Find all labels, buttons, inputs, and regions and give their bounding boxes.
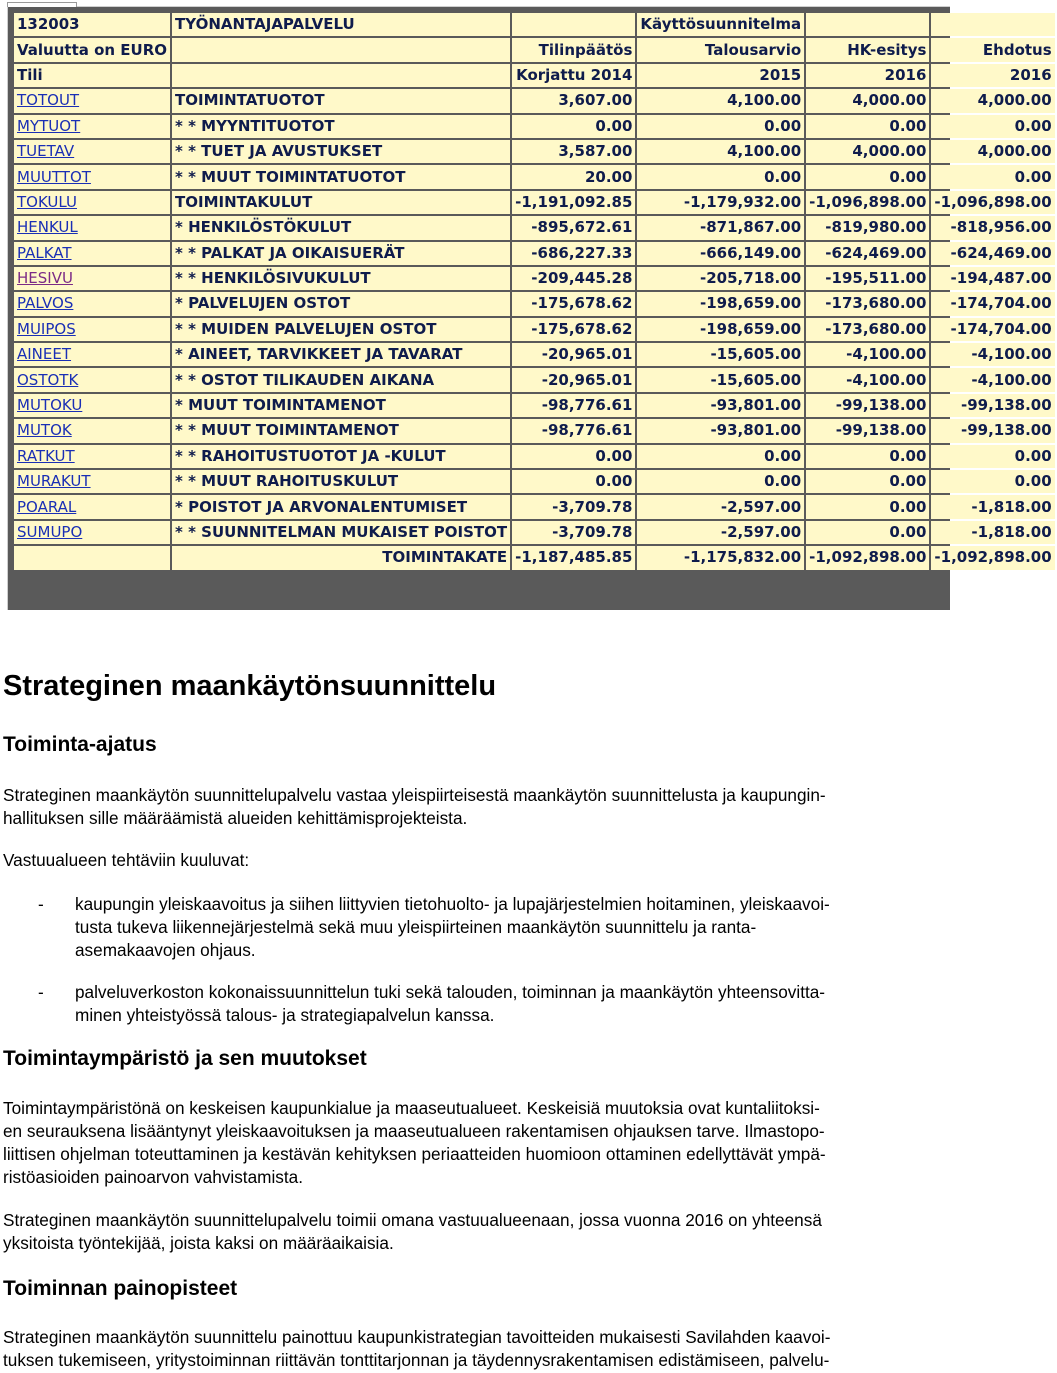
table-row	[14, 368, 1055, 391]
total-amount-cell: -1,175,832.00	[637, 546, 804, 569]
amount-cell: -1,191,092.85	[512, 191, 635, 214]
account-name-cell: * HENKILÖSTÖKULUT	[172, 216, 510, 239]
amount-cell: -173,680.00	[806, 318, 929, 341]
table-row	[14, 140, 1055, 163]
amount-cell: 4,000.00	[806, 140, 929, 163]
header-cell: TYÖNANTAJAPALVELU	[172, 13, 510, 36]
amount-cell: -4,100.00	[931, 343, 1054, 366]
amount-cell: -686,227.33	[512, 242, 635, 265]
amount-cell: -895,672.61	[512, 216, 635, 239]
amount-cell: 0.00	[637, 470, 804, 493]
account-code-link[interactable]: HENKUL	[17, 218, 78, 237]
amount-cell: -3,709.78	[512, 495, 635, 518]
table-header-row	[14, 38, 1055, 61]
budget-table-frame	[7, 6, 1052, 610]
amount-cell: -198,659.00	[637, 292, 804, 315]
account-code-link[interactable]: MURAKUT	[17, 472, 91, 491]
paragraph-line: Vastuualueen tehtäviin kuuluvat:	[3, 850, 250, 870]
header-cell: 2015	[637, 64, 804, 87]
account-code-cell	[14, 495, 170, 518]
amount-cell: -205,718.00	[637, 267, 804, 290]
account-name-cell: * PALVELUJEN OSTOT	[172, 292, 510, 315]
amount-cell: 4,000.00	[931, 89, 1054, 112]
account-code-link[interactable]: TUETAV	[17, 142, 75, 161]
amount-cell: 4,000.00	[806, 89, 929, 112]
header-cell: Tilinpäätös	[512, 38, 635, 61]
amount-cell: 0.00	[806, 470, 929, 493]
amount-cell: -1,818.00	[931, 495, 1054, 518]
amount-cell: -198,659.00	[637, 318, 804, 341]
amount-cell: -819,980.00	[806, 216, 929, 239]
account-code-link[interactable]: POARAL	[17, 497, 77, 516]
header-cell: Ehdotus	[931, 38, 1054, 61]
table-row	[14, 292, 1055, 315]
amount-cell: -175,678.62	[512, 318, 635, 341]
paragraph-line: hallituksen sille määräämistä alueiden kehittämisprojekteista.	[3, 808, 468, 828]
account-code-link[interactable]: SUMUPO	[17, 523, 83, 541]
amount-cell: -871,867.00	[637, 216, 804, 239]
amount-cell: 4,100.00	[637, 140, 804, 163]
account-code-link[interactable]: MYTUOT	[17, 116, 81, 135]
account-name-cell: * * MUUT TOIMINTATUOTOT	[172, 165, 510, 188]
section-heading-toimintaymparisto: Toimintaympäristö ja sen muutokset	[3, 1047, 367, 1070]
amount-cell: -15,605.00	[637, 343, 804, 366]
amount-cell: 3,587.00	[512, 140, 635, 163]
account-code-link[interactable]: PALKAT	[17, 243, 72, 262]
account-code-link[interactable]: TOTOUT	[17, 91, 80, 110]
paragraph-line: yksitoista työntekijää, joista kaksi on määräaikaisia.	[3, 1233, 394, 1253]
total-amount-cell: -1,187,485.85	[512, 546, 635, 569]
amount-cell: -624,469.00	[806, 242, 929, 265]
account-code-cell	[14, 470, 170, 493]
amount-cell: -194,487.00	[931, 267, 1054, 290]
account-code-link[interactable]: HESIVU	[17, 269, 73, 288]
amount-cell: 0.00	[512, 115, 635, 138]
account-code-cell	[14, 368, 170, 391]
paragraph-line: en seurauksena lisääntynyt yleiskaavoituksen ja maaseutualueen rakentamisen ohjauksen tarve. Ilmastopo-	[3, 1121, 825, 1141]
paragraph-line: Toimintaympäristönä on keskeisen kaupunkialue ja maaseutualueet. Keskeisiä muutoksia ovat kuntaliitoksi-	[3, 1098, 820, 1118]
amount-cell: -2,597.00	[637, 495, 804, 518]
amount-cell: 0.00	[806, 521, 929, 544]
table-row	[14, 419, 1055, 442]
table-row	[14, 191, 1055, 214]
table-row	[14, 318, 1055, 341]
table-row	[14, 89, 1055, 112]
account-code-link[interactable]: MUIPOS	[17, 319, 76, 338]
amount-cell: -1,818.00	[931, 521, 1054, 544]
header-cell: Tili	[14, 64, 170, 87]
amount-cell: -4,100.00	[806, 343, 929, 366]
account-code-link[interactable]: TOKULU	[17, 192, 77, 211]
account-code-cell	[14, 521, 170, 544]
amount-cell: -195,511.00	[806, 267, 929, 290]
amount-cell: 0.00	[931, 115, 1054, 138]
amount-cell: 3,607.00	[512, 89, 635, 112]
amount-cell: 0.00	[806, 445, 929, 468]
account-name-cell: * * SUUNNITELMAN MUKAISET POISTOT	[172, 521, 510, 544]
account-code-cell	[14, 318, 170, 341]
header-cell	[512, 13, 635, 36]
header-cell	[172, 38, 510, 61]
page-title: Strateginen maankäytönsuunnittelu	[3, 670, 497, 702]
amount-cell: -93,801.00	[637, 419, 804, 442]
bullet-line: kaupungin yleiskaavoitus ja siihen liittyvien tietohuolto- ja lupajärjestelmien hoitaminen, yleiskaavoi-	[75, 894, 830, 914]
amount-cell: 0.00	[931, 165, 1054, 188]
account-code-cell	[14, 140, 170, 163]
table-row	[14, 216, 1055, 239]
table-total-row	[14, 546, 1055, 569]
bullet-line: minen yhteistyössä talous- ja strategiapalvelun kanssa.	[75, 1005, 495, 1025]
empty-cell	[14, 546, 170, 569]
account-name-cell: * POISTOT JA ARVONALENTUMISET	[172, 495, 510, 518]
amount-cell: -1,096,898.00	[931, 191, 1054, 214]
account-code-cell	[14, 292, 170, 315]
account-name-cell: * * RAHOITUSTUOTOT JA -KULUT	[172, 445, 510, 468]
header-cell	[172, 64, 510, 87]
amount-cell: 0.00	[637, 165, 804, 188]
amount-cell: -20,965.01	[512, 343, 635, 366]
paragraph-line: Strateginen maankäytön suunnittelu painottuu kaupunkistrategian tavoitteiden mukaisesti Savilahden kaavoi-	[3, 1327, 831, 1347]
account-name-cell: * * OSTOT TILIKAUDEN AIKANA	[172, 368, 510, 391]
account-code-cell	[14, 191, 170, 214]
amount-cell: -209,445.28	[512, 267, 635, 290]
account-code-cell	[14, 89, 170, 112]
amount-cell: -99,138.00	[806, 394, 929, 417]
table-row	[14, 242, 1055, 265]
amount-cell: -99,138.00	[931, 419, 1054, 442]
paragraph-line: tuksen tukemiseen, yritystoiminnan riittävän tonttitarjonnan ja täydennysrakentamisen edistämiseen, palvelu-	[3, 1350, 830, 1370]
header-cell: Valuutta on EURO	[14, 38, 170, 61]
amount-cell: -99,138.00	[931, 394, 1054, 417]
amount-cell: 20.00	[512, 165, 635, 188]
table-row	[14, 394, 1055, 417]
section-heading-toiminta-ajatus: Toiminta-ajatus	[3, 733, 157, 756]
section-heading-painopisteet: Toiminnan painopisteet	[3, 1277, 238, 1300]
table-row	[14, 343, 1055, 366]
table-row	[14, 470, 1055, 493]
account-code-link[interactable]: OSTOTK	[17, 370, 79, 389]
account-code-cell	[14, 419, 170, 442]
table-row	[14, 115, 1055, 138]
account-name-cell: * * MUUT RAHOITUSKULUT	[172, 470, 510, 493]
budget-table	[12, 11, 1057, 572]
account-code-cell	[14, 165, 170, 188]
paragraph-line: Strateginen maankäytön suunnittelupalvelu toimii omana vastuualueenaan, jossa vuonna 2016 on yhteensä	[3, 1210, 822, 1230]
table-row	[14, 495, 1055, 518]
amount-cell: 0.00	[931, 445, 1054, 468]
account-name-cell: * MUUT TOIMINTAMENOT	[172, 394, 510, 417]
header-cell: 132003	[14, 13, 170, 36]
header-cell	[806, 13, 929, 36]
amount-cell: -98,776.61	[512, 419, 635, 442]
account-name-cell: * AINEET, TARVIKKEET JA TAVARAT	[172, 343, 510, 366]
bullet-line: asemakaavojen ohjaus.	[75, 940, 256, 960]
account-code-cell	[14, 242, 170, 265]
account-name-cell: * * PALKAT JA OIKAISUERÄT	[172, 242, 510, 265]
header-cell: Käyttösuunnitelma	[637, 13, 804, 36]
amount-cell: -4,100.00	[931, 368, 1054, 391]
amount-cell: -1,096,898.00	[806, 191, 929, 214]
account-code-link[interactable]: PALVOS	[17, 294, 74, 313]
account-name-cell: * * HENKILÖSIVUKULUT	[172, 267, 510, 290]
table-row	[14, 165, 1055, 188]
table-row	[14, 445, 1055, 468]
table-row	[14, 267, 1055, 290]
amount-cell: -15,605.00	[637, 368, 804, 391]
amount-cell: -93,801.00	[637, 394, 804, 417]
amount-cell: 0.00	[637, 115, 804, 138]
amount-cell: 0.00	[931, 470, 1054, 493]
account-name-cell: * * MYYNTITUOTOT	[172, 115, 510, 138]
header-cell: 2016	[931, 64, 1054, 87]
amount-cell: -2,597.00	[637, 521, 804, 544]
amount-cell: 4,000.00	[931, 140, 1054, 163]
amount-cell: 0.00	[512, 470, 635, 493]
paragraph-line: Strateginen maankäytön suunnittelupalvelu vastaa yleispiirteisestä maankäytön suunnittelusta ja kaupungin-	[3, 785, 826, 805]
account-code-link[interactable]: RATKUT	[17, 446, 75, 465]
account-name-cell: TOIMINTAKULUT	[172, 191, 510, 214]
amount-cell: -4,100.00	[806, 368, 929, 391]
total-amount-cell: -1,092,898.00	[806, 546, 929, 569]
account-name-cell: * * MUIDEN PALVELUJEN OSTOT	[172, 318, 510, 341]
amount-cell: -1,179,932.00	[637, 191, 804, 214]
table-header-row	[14, 64, 1055, 87]
amount-cell: 0.00	[806, 115, 929, 138]
account-code-link[interactable]: MUUTTOT	[17, 167, 91, 186]
header-cell: 2016	[806, 64, 929, 87]
amount-cell: 0.00	[637, 445, 804, 468]
bullet-mark: -	[38, 982, 44, 1002]
amount-cell: -818,956.00	[931, 216, 1054, 239]
header-cell: Talousarvio	[637, 38, 804, 61]
amount-cell: -173,680.00	[806, 292, 929, 315]
bullet-line: tusta tukeva liikennejärjestelmä sekä muu yleispiirteinen maankäytön suunnittelu ja ranta-	[75, 917, 757, 937]
total-label-cell: TOIMINTAKATE	[172, 546, 510, 569]
amount-cell: -174,704.00	[931, 318, 1054, 341]
bullet-mark: -	[38, 894, 44, 914]
total-amount-cell: -1,092,898.00	[931, 546, 1054, 569]
amount-cell: 4,100.00	[637, 89, 804, 112]
account-code-cell	[14, 267, 170, 290]
amount-cell: -98,776.61	[512, 394, 635, 417]
paragraph-line: liittisen ohjelman toteuttaminen ja kestävän kehityksen periaatteiden huomioon ottaminen edellyttävät ympä-	[3, 1144, 826, 1164]
header-cell: Korjattu 2014	[512, 64, 635, 87]
account-name-cell: * * TUET JA AVUSTUKSET	[172, 140, 510, 163]
table-row	[14, 521, 1055, 544]
account-code-cell	[14, 216, 170, 239]
amount-cell: 0.00	[806, 165, 929, 188]
amount-cell: -175,678.62	[512, 292, 635, 315]
amount-cell: -666,149.00	[637, 242, 804, 265]
account-name-cell: TOIMINTATUOTOT	[172, 89, 510, 112]
header-cell	[931, 13, 1054, 36]
amount-cell: 0.00	[806, 495, 929, 518]
account-code-cell	[14, 343, 170, 366]
amount-cell: -20,965.01	[512, 368, 635, 391]
table-header-row	[14, 13, 1055, 36]
paragraph-line: ristöasioiden painoarvon vahvistamista.	[3, 1167, 303, 1187]
account-name-cell: * * MUUT TOIMINTAMENOT	[172, 419, 510, 442]
account-code-link[interactable]: MUTOKU	[17, 396, 83, 415]
account-code-link[interactable]: MUTOK	[17, 421, 72, 440]
amount-cell: 0.00	[512, 445, 635, 468]
header-cell: HK-esitys	[806, 38, 929, 61]
bullet-line: palveluverkoston kokonaissuunnittelun tuki sekä talouden, toiminnan ja maankäytön yhteensovitta-	[75, 982, 826, 1002]
amount-cell: -3,709.78	[512, 521, 635, 544]
account-code-link[interactable]: AINEET	[17, 345, 72, 364]
amount-cell: -624,469.00	[931, 242, 1054, 265]
amount-cell: -99,138.00	[806, 419, 929, 442]
account-code-cell	[14, 394, 170, 417]
account-code-cell	[14, 115, 170, 138]
account-code-cell	[14, 445, 170, 468]
amount-cell: -174,704.00	[931, 292, 1054, 315]
